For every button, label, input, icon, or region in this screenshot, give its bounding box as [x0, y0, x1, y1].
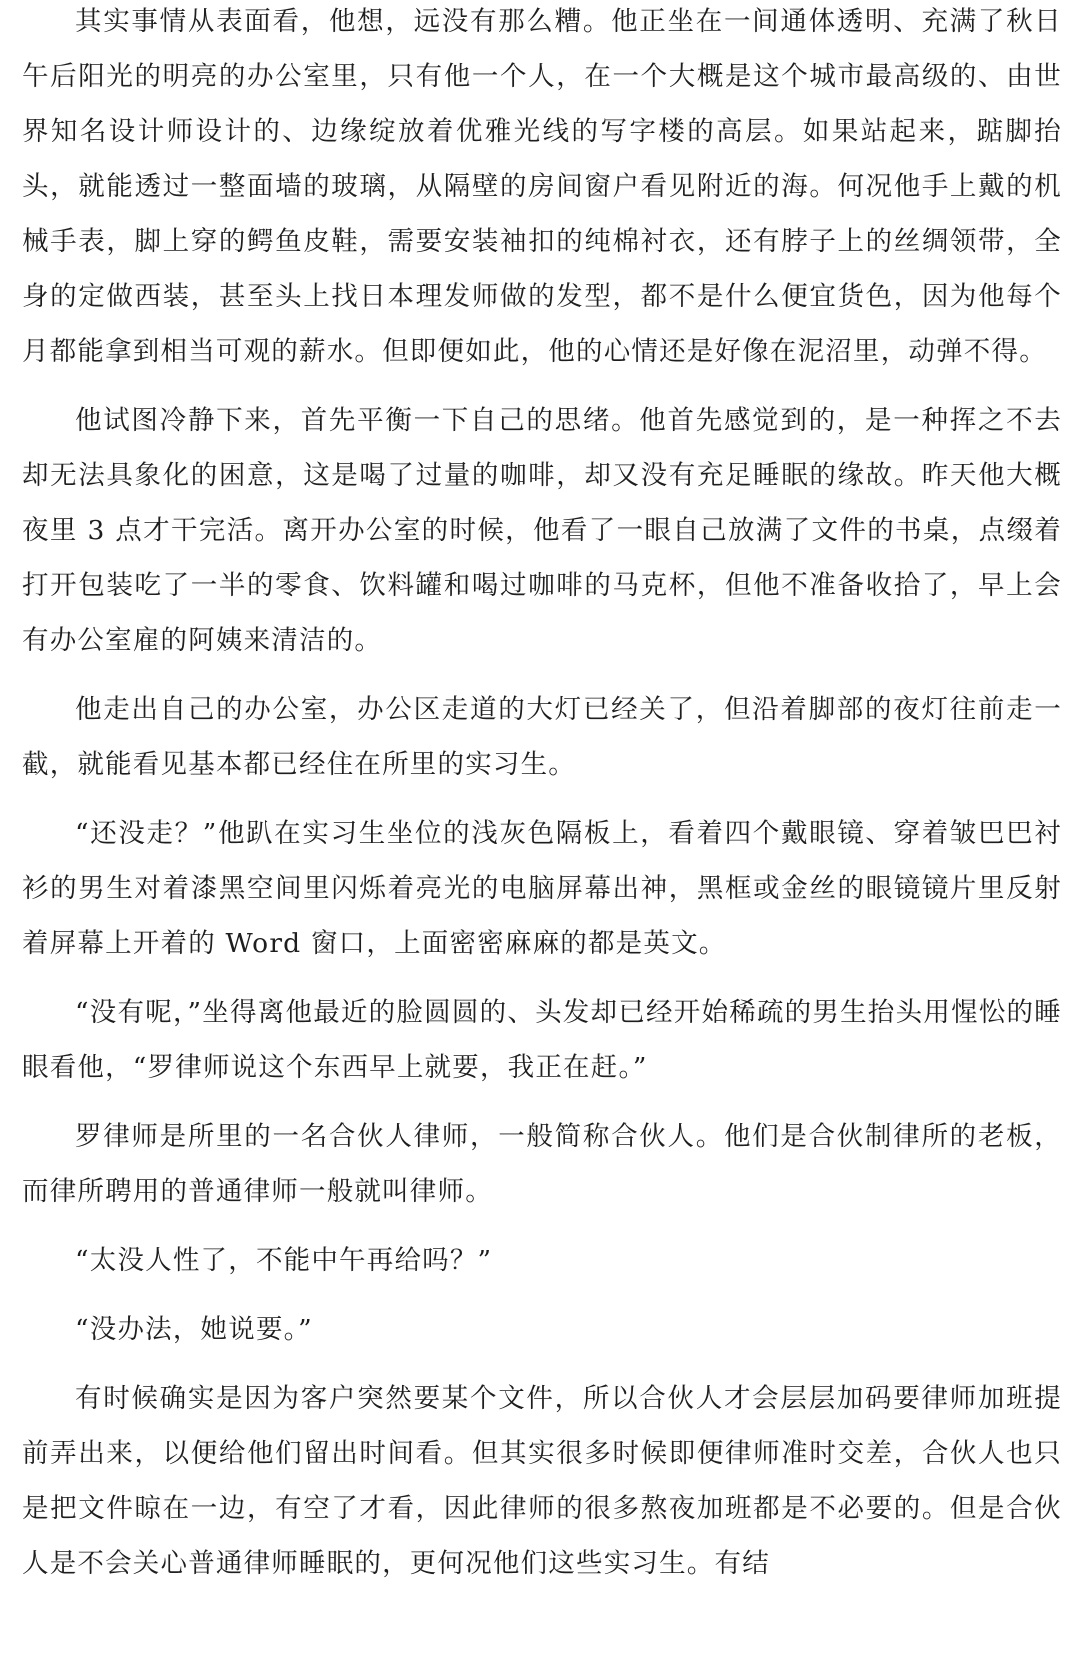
paragraph-6: 罗律师是所里的一名合伙人律师，一般简称合伙人。他们是合伙制律所的老板，而律所聘用的普通律师一般就叫律师。 — [22, 1121, 1062, 1207]
paragraph-1: 其实事情从表面看，他想，远没有那么糟。他正坐在一间通体透明、充满了秋日午后阳光的明亮的办公室里，只有他一个人，在一个大概是这个城市最高级的、由世界知名设计师设计的、边缘绽放着优雅光线的写字楼的高层。如果站起来，踮脚抬头，就能透过一整面墙的玻璃，从隔壁的房间窗户看见附近的海。何况他手上戴的机械手表，脚上穿的鳄鱼皮鞋，需要安装袖扣的纯棉衬衣，还有脖子上的丝绸领带，全身的定做西装，甚至头上找日本理发师做的发型，都不是什么便宜货色，因为他每个月都能拿到相当可观的薪水。但即便如此，他的心情还是好像在泥沼里，动弹不得。 — [22, 6, 1062, 367]
paragraph-3: 他走出自己的办公室，办公区走道的大灯已经关了，但沿着脚部的夜灯往前走一截，就能看见基本都已经住在所里的实习生。 — [22, 694, 1062, 780]
paragraph-9: 有时候确实是因为客户突然要某个文件，所以合伙人才会层层加码要律师加班提前弄出来，以便给他们留出时间看。但其实很多时候即便律师准时交差，合伙人也只是把文件晾在一边，有空了才看，因此律师的很多熬夜加班都是不必要的。但是合伙人是不会关心普通律师睡眠的，更何况他们这些实习生。有结 — [22, 1383, 1062, 1579]
paragraph-7: “太没人性了，不能中午再给吗？” — [75, 1245, 493, 1276]
paragraph-4: “还没走？”他趴在实习生坐位的浅灰色隔板上，看着四个戴眼镜、穿着皱巴巴衬衫的男生对着漆黑空间里闪烁着亮光的电脑屏幕出神，黑框或金丝的眼镜镜片里反射着屏幕上开着的 Word 窗口，上面密密麻麻的都是英文。 — [22, 818, 1062, 959]
paragraph-8: “没办法，她说要。” — [75, 1314, 313, 1345]
document-page — [22, 0, 1062, 1605]
paragraph-5: “没有呢，”坐得离他最近的脸圆圆的、头发却已经开始稀疏的男生抬头用惺忪的睡眼看他，“罗律师说这个东西早上就要，我正在赶。” — [22, 997, 1062, 1083]
paragraph-2: 他试图冷静下来，首先平衡一下自己的思绪。他首先感觉到的，是一种挥之不去却无法具象化的困意，这是喝了过量的咖啡，却又没有充足睡眠的缘故。昨天他大概夜里 3 点才干完活。离开办公室的时候，他看了一眼自己放满了文件的书桌，点缀着打开包装吃了一半的零食、饮料罐和喝过咖啡的马克杯，但他不准备收拾了，早上会有办公室雇的阿姨来清洁的。 — [22, 405, 1062, 656]
